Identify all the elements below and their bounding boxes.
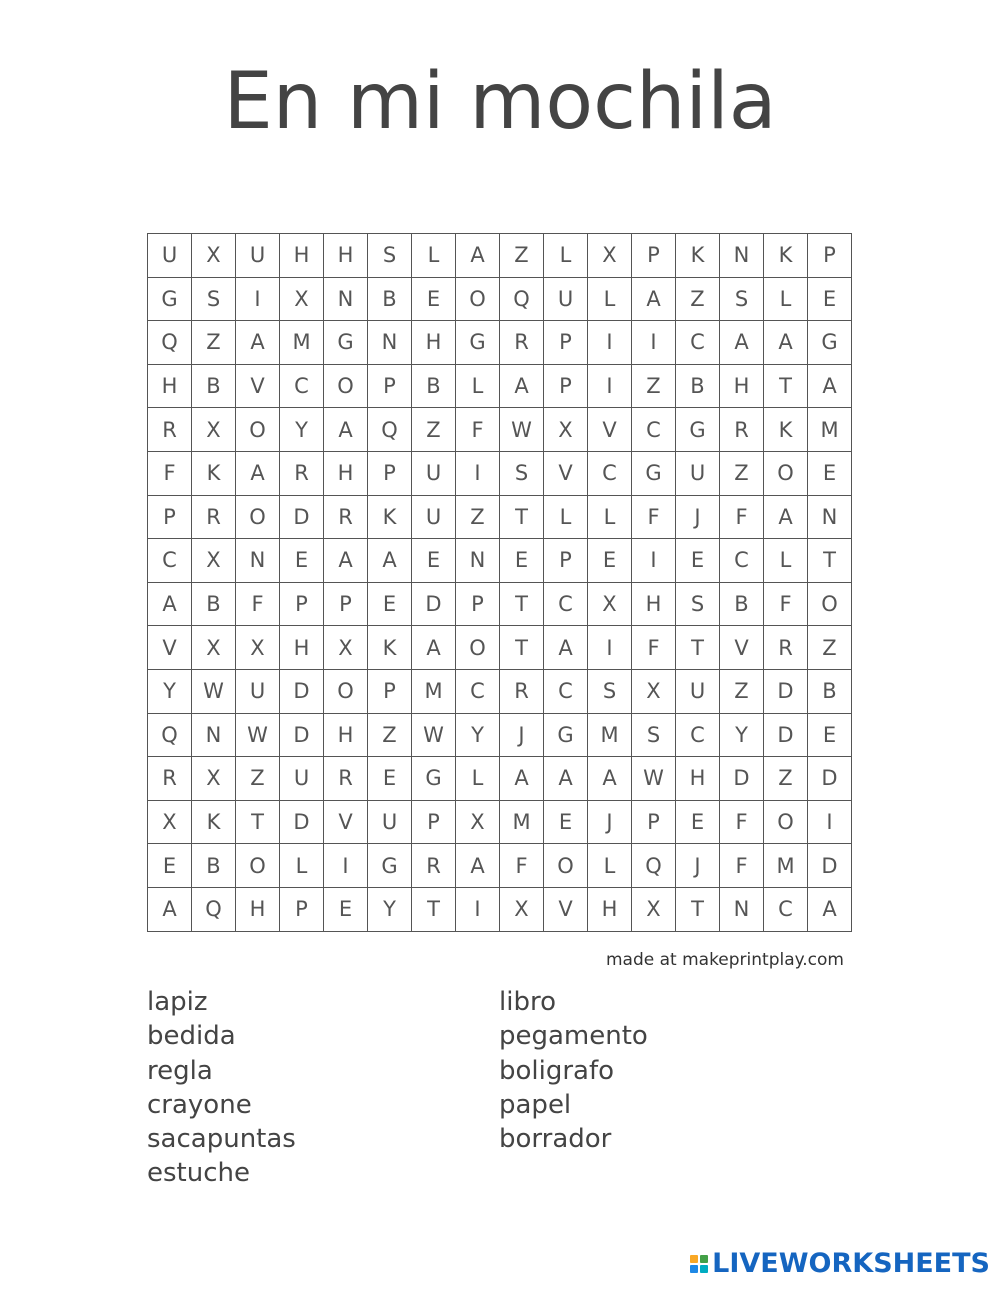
grid-cell: I <box>324 844 368 888</box>
grid-cell: E <box>412 539 456 583</box>
grid-cell: A <box>456 844 500 888</box>
grid-cell: Q <box>500 277 544 321</box>
grid-cell: H <box>412 321 456 365</box>
grid-cell: I <box>632 539 676 583</box>
grid-cell: H <box>148 364 192 408</box>
grid-cell: P <box>368 451 412 495</box>
grid-cell: B <box>192 582 236 626</box>
logo-square <box>700 1265 708 1273</box>
grid-cell: Y <box>720 713 764 757</box>
grid-cell: H <box>720 364 764 408</box>
grid-cell: W <box>192 669 236 713</box>
grid-cell: I <box>808 800 852 844</box>
liveworksheets-logo-icon <box>690 1255 708 1273</box>
grid-cell: U <box>280 757 324 801</box>
grid-cell: U <box>676 451 720 495</box>
grid-cell: X <box>588 234 632 278</box>
word-search-grid <box>147 233 852 932</box>
grid-cell: X <box>456 800 500 844</box>
grid-cell: Z <box>500 234 544 278</box>
grid-cell: A <box>148 582 192 626</box>
grid-cell: E <box>412 277 456 321</box>
grid-cell: V <box>148 626 192 670</box>
grid-cell: M <box>412 669 456 713</box>
grid-cell: L <box>456 757 500 801</box>
grid-cell: A <box>500 757 544 801</box>
grid-cell: S <box>720 277 764 321</box>
grid-row <box>148 887 852 931</box>
grid-row <box>148 800 852 844</box>
grid-cell: L <box>280 844 324 888</box>
grid-cell: S <box>588 669 632 713</box>
grid-cell: O <box>456 277 500 321</box>
grid-cell: E <box>280 539 324 583</box>
grid-cell: R <box>324 495 368 539</box>
grid-cell: U <box>236 234 280 278</box>
grid-cell: A <box>764 495 808 539</box>
grid-cell: N <box>192 713 236 757</box>
grid-cell: A <box>500 364 544 408</box>
grid-cell: C <box>632 408 676 452</box>
grid-cell: C <box>280 364 324 408</box>
grid-cell: V <box>588 408 632 452</box>
grid-cell: Y <box>368 887 412 931</box>
grid-cell: I <box>456 887 500 931</box>
grid-cell: P <box>456 582 500 626</box>
grid-cell: B <box>676 364 720 408</box>
grid-cell: X <box>192 626 236 670</box>
grid-cell: P <box>808 234 852 278</box>
grid-cell: G <box>544 713 588 757</box>
grid-cell: M <box>500 800 544 844</box>
grid-cell: X <box>324 626 368 670</box>
grid-cell: O <box>764 451 808 495</box>
grid-cell: T <box>412 887 456 931</box>
grid-cell: E <box>324 887 368 931</box>
grid-cell: C <box>676 713 720 757</box>
grid-cell: N <box>720 234 764 278</box>
grid-row <box>148 582 852 626</box>
grid-cell: X <box>192 408 236 452</box>
grid-cell: F <box>632 495 676 539</box>
grid-cell: Q <box>632 844 676 888</box>
grid-cell: H <box>324 234 368 278</box>
grid-cell: Z <box>192 321 236 365</box>
grid-cell: H <box>280 234 324 278</box>
page-title: En mi mochila <box>223 57 777 147</box>
grid-cell: F <box>456 408 500 452</box>
grid-cell: G <box>676 408 720 452</box>
logo-square <box>690 1255 698 1263</box>
grid-cell: S <box>676 582 720 626</box>
grid-cell: D <box>280 713 324 757</box>
grid-row <box>148 364 852 408</box>
grid-cell: I <box>588 626 632 670</box>
grid-cell: P <box>544 364 588 408</box>
grid-cell: L <box>544 495 588 539</box>
grid-cell: A <box>456 234 500 278</box>
grid-cell: D <box>808 844 852 888</box>
grid-row <box>148 626 852 670</box>
grid-cell: B <box>192 364 236 408</box>
grid-cell: C <box>544 582 588 626</box>
grid-cell: H <box>588 887 632 931</box>
grid-cell: L <box>588 277 632 321</box>
grid-cell: U <box>236 669 280 713</box>
grid-cell: Z <box>720 451 764 495</box>
grid-cell: Q <box>192 887 236 931</box>
grid-cell: A <box>544 757 588 801</box>
word-item: estuche <box>147 1158 250 1189</box>
grid-cell: E <box>676 539 720 583</box>
grid-cell: X <box>632 669 676 713</box>
grid-cell: E <box>544 800 588 844</box>
grid-cell: K <box>676 234 720 278</box>
grid-cell: B <box>368 277 412 321</box>
grid-cell: E <box>808 451 852 495</box>
grid-cell: R <box>192 495 236 539</box>
grid-cell: L <box>412 234 456 278</box>
grid-cell: R <box>412 844 456 888</box>
grid-cell: F <box>236 582 280 626</box>
grid-cell: T <box>676 887 720 931</box>
grid-cell: M <box>280 321 324 365</box>
grid-cell: U <box>412 495 456 539</box>
word-item: boligrafo <box>499 1055 615 1086</box>
grid-cell: X <box>192 757 236 801</box>
grid-cell: H <box>324 713 368 757</box>
grid-cell: P <box>148 495 192 539</box>
grid-cell: H <box>280 626 324 670</box>
grid-cell: N <box>368 321 412 365</box>
grid-cell: A <box>808 364 852 408</box>
liveworksheets-logo <box>690 1248 990 1279</box>
grid-cell: H <box>324 451 368 495</box>
grid-cell: D <box>808 757 852 801</box>
grid-cell: E <box>808 277 852 321</box>
grid-cell: E <box>368 582 412 626</box>
grid-cell: G <box>412 757 456 801</box>
grid-cell: C <box>720 539 764 583</box>
grid-row <box>148 757 852 801</box>
grid-cell: H <box>676 757 720 801</box>
grid-cell: R <box>500 321 544 365</box>
grid-cell: K <box>368 495 412 539</box>
grid-row <box>148 844 852 888</box>
grid-cell: A <box>412 626 456 670</box>
grid-cell: F <box>720 495 764 539</box>
grid-cell: I <box>588 321 632 365</box>
grid-cell: U <box>148 234 192 278</box>
grid-cell: O <box>324 364 368 408</box>
grid-cell: B <box>808 669 852 713</box>
grid-cell: O <box>236 495 280 539</box>
grid-cell: K <box>764 408 808 452</box>
grid-cell: H <box>632 582 676 626</box>
grid-row <box>148 713 852 757</box>
grid-cell: A <box>808 887 852 931</box>
word-item: sacapuntas <box>147 1124 296 1155</box>
grid-row <box>148 321 852 365</box>
grid-cell: A <box>324 539 368 583</box>
grid-cell: F <box>764 582 808 626</box>
grid-cell: E <box>148 844 192 888</box>
grid-cell: A <box>368 539 412 583</box>
grid-cell: O <box>236 844 280 888</box>
grid-cell: X <box>236 626 280 670</box>
brand-text: LIVEWORKSHEETS <box>712 1248 990 1279</box>
grid-cell: U <box>544 277 588 321</box>
grid-cell: V <box>324 800 368 844</box>
grid-cell: Q <box>148 321 192 365</box>
grid-cell: O <box>544 844 588 888</box>
grid-cell: Z <box>236 757 280 801</box>
grid-cell: J <box>676 844 720 888</box>
grid-cell: F <box>500 844 544 888</box>
grid-cell: M <box>764 844 808 888</box>
grid-cell: M <box>808 408 852 452</box>
grid-row <box>148 234 852 278</box>
grid-cell: P <box>280 582 324 626</box>
grid-cell: W <box>412 713 456 757</box>
grid-cell: C <box>764 887 808 931</box>
grid-cell: G <box>324 321 368 365</box>
grid-cell: O <box>808 582 852 626</box>
grid-cell: T <box>236 800 280 844</box>
grid-cell: X <box>544 408 588 452</box>
grid-cell: Q <box>148 713 192 757</box>
grid-cell: K <box>368 626 412 670</box>
grid-cell: U <box>368 800 412 844</box>
grid-cell: H <box>236 887 280 931</box>
grid-cell: Z <box>412 408 456 452</box>
grid-cell: Y <box>148 669 192 713</box>
grid-cell: I <box>588 364 632 408</box>
grid-cell: D <box>412 582 456 626</box>
grid-cell: U <box>412 451 456 495</box>
grid-cell: R <box>500 669 544 713</box>
grid-cell: P <box>280 887 324 931</box>
grid-cell: E <box>368 757 412 801</box>
grid-cell: K <box>764 234 808 278</box>
grid-cell: E <box>588 539 632 583</box>
grid-cell: A <box>588 757 632 801</box>
grid-row <box>148 669 852 713</box>
grid-cell: C <box>456 669 500 713</box>
grid-cell: I <box>456 451 500 495</box>
word-list-left <box>147 985 296 1191</box>
grid-cell: C <box>544 669 588 713</box>
grid-cell: W <box>236 713 280 757</box>
grid-cell: A <box>544 626 588 670</box>
grid-cell: A <box>148 887 192 931</box>
grid-cell: J <box>500 713 544 757</box>
grid-cell: L <box>588 495 632 539</box>
grid-cell: A <box>236 451 280 495</box>
logo-square <box>700 1255 708 1263</box>
grid-cell: O <box>324 669 368 713</box>
word-item: lapiz <box>147 987 208 1017</box>
grid-cell: G <box>148 277 192 321</box>
grid-cell: A <box>632 277 676 321</box>
grid-cell: Z <box>632 364 676 408</box>
grid-row <box>148 539 852 583</box>
grid-cell: S <box>368 234 412 278</box>
grid-cell: L <box>764 539 808 583</box>
grid-cell: G <box>808 321 852 365</box>
grid-cell: J <box>676 495 720 539</box>
grid-cell: V <box>544 451 588 495</box>
grid-cell: E <box>500 539 544 583</box>
grid-cell: L <box>764 277 808 321</box>
grid-cell: N <box>236 539 280 583</box>
grid-cell: P <box>412 800 456 844</box>
grid-cell: G <box>368 844 412 888</box>
grid-cell: P <box>324 582 368 626</box>
grid-cell: W <box>500 408 544 452</box>
grid-cell: O <box>764 800 808 844</box>
grid-cell: D <box>280 800 324 844</box>
grid-cell: Z <box>764 757 808 801</box>
grid-cell: X <box>192 539 236 583</box>
grid-cell: M <box>588 713 632 757</box>
grid-cell: Z <box>456 495 500 539</box>
grid-cell: F <box>720 800 764 844</box>
grid-cell: O <box>456 626 500 670</box>
grid-cell: Y <box>280 408 324 452</box>
grid-cell: N <box>324 277 368 321</box>
grid-cell: T <box>500 626 544 670</box>
grid-cell: X <box>632 887 676 931</box>
grid-cell: G <box>456 321 500 365</box>
word-item: bedida <box>147 1021 236 1052</box>
grid-row <box>148 495 852 539</box>
grid-cell: B <box>192 844 236 888</box>
grid-cell: T <box>500 582 544 626</box>
grid-cell: L <box>456 364 500 408</box>
grid-cell: E <box>808 713 852 757</box>
grid-cell: G <box>632 451 676 495</box>
grid-cell: Q <box>368 408 412 452</box>
grid-cell: E <box>676 800 720 844</box>
grid-cell: F <box>148 451 192 495</box>
grid-cell: P <box>544 321 588 365</box>
grid-cell: X <box>280 277 324 321</box>
logo-square <box>690 1265 698 1273</box>
grid-cell: R <box>764 626 808 670</box>
grid-cell: S <box>500 451 544 495</box>
grid-cell: T <box>764 364 808 408</box>
grid-cell: W <box>632 757 676 801</box>
grid-cell: T <box>676 626 720 670</box>
grid-cell: A <box>324 408 368 452</box>
grid-cell: X <box>500 887 544 931</box>
grid-cell: L <box>544 234 588 278</box>
grid-cell: J <box>588 800 632 844</box>
grid-cell: R <box>280 451 324 495</box>
grid-cell: P <box>544 539 588 583</box>
grid-cell: F <box>632 626 676 670</box>
grid-cell: C <box>676 321 720 365</box>
grid-cell: T <box>808 539 852 583</box>
grid-cell: Z <box>808 626 852 670</box>
grid-cell: T <box>500 495 544 539</box>
grid-cell: A <box>236 321 280 365</box>
grid-cell: P <box>632 800 676 844</box>
grid-cell: V <box>720 626 764 670</box>
grid-cell: Z <box>720 669 764 713</box>
word-item: regla <box>147 1055 213 1086</box>
grid-cell: F <box>720 844 764 888</box>
grid-cell: U <box>676 669 720 713</box>
grid-cell: D <box>280 495 324 539</box>
grid-cell: R <box>324 757 368 801</box>
grid-cell: N <box>456 539 500 583</box>
grid-cell: K <box>192 800 236 844</box>
grid-cell: Y <box>456 713 500 757</box>
grid-cell: X <box>148 800 192 844</box>
grid-row <box>148 277 852 321</box>
grid-cell: N <box>720 887 764 931</box>
grid-cell: X <box>192 234 236 278</box>
grid-cell: D <box>764 713 808 757</box>
grid-cell: R <box>148 408 192 452</box>
grid-cell: P <box>368 364 412 408</box>
grid-cell: V <box>544 887 588 931</box>
grid-cell: S <box>192 277 236 321</box>
word-item: crayone <box>147 1089 252 1120</box>
grid-cell: A <box>720 321 764 365</box>
grid-cell: L <box>588 844 632 888</box>
credit-text: made at makeprintplay.com <box>605 950 844 970</box>
grid-cell: X <box>588 582 632 626</box>
grid-cell: C <box>148 539 192 583</box>
grid-cell: P <box>368 669 412 713</box>
grid-cell: R <box>148 757 192 801</box>
grid-cell: P <box>632 234 676 278</box>
grid-cell: R <box>720 408 764 452</box>
grid-cell: I <box>236 277 280 321</box>
grid-cell: D <box>720 757 764 801</box>
grid-cell: D <box>764 669 808 713</box>
grid-row <box>148 451 852 495</box>
grid-cell: S <box>632 713 676 757</box>
word-list-right <box>499 985 648 1156</box>
grid-cell: B <box>720 582 764 626</box>
grid-cell: Z <box>676 277 720 321</box>
grid-cell: C <box>588 451 632 495</box>
grid-cell: Z <box>368 713 412 757</box>
grid-cell: A <box>764 321 808 365</box>
grid-cell: N <box>808 495 852 539</box>
grid-row <box>148 408 852 452</box>
grid-cell: D <box>280 669 324 713</box>
word-item: pegamento <box>499 1021 648 1052</box>
grid-cell: B <box>412 364 456 408</box>
grid-cell: K <box>192 451 236 495</box>
grid-cell: I <box>632 321 676 365</box>
grid-cell: V <box>236 364 280 408</box>
word-item: papel <box>499 1089 572 1120</box>
word-item: borrador <box>499 1124 612 1155</box>
word-item: libro <box>499 987 556 1017</box>
grid-cell: O <box>236 408 280 452</box>
